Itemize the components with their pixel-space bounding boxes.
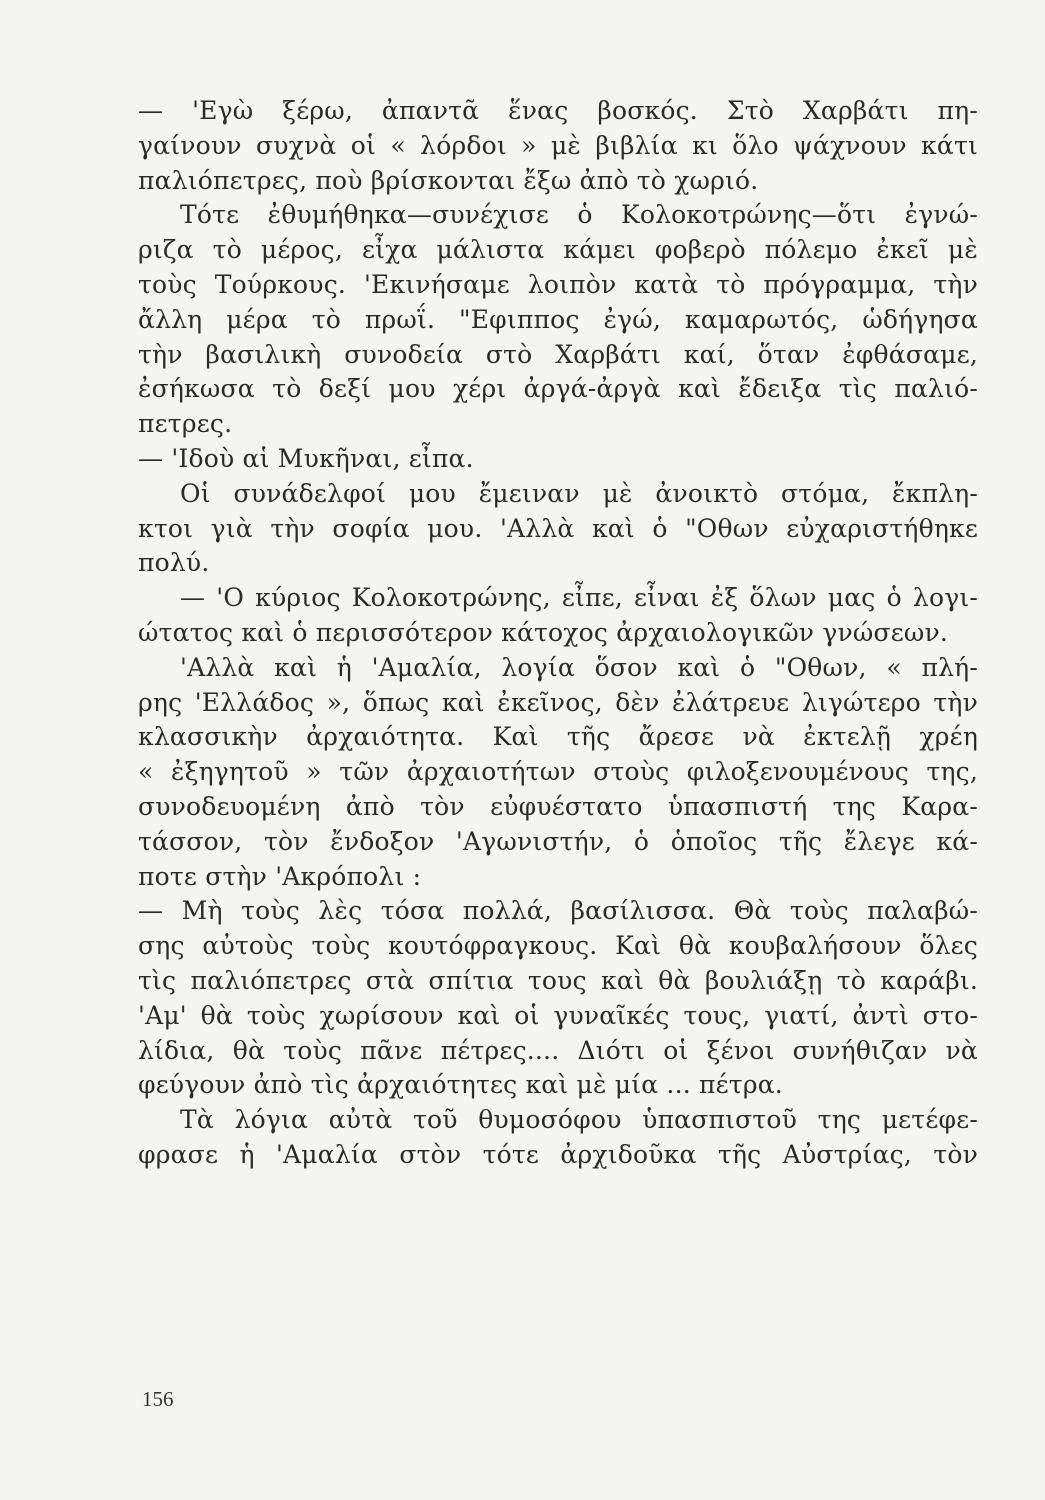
text-line: ριζα τὸ μέρος, εἶχα μάλιστα κάμει φοβερὸ πόλεμο ἐκεῖ μὲ [138,235,978,265]
text-line: Τὰ λόγια αὐτὰ τοῦ θυμοσόφου ὑπασπιστοῦ της μετέφε- [180,1105,978,1135]
text-line: — Μὴ τοὺς λὲς τόσα πολλά, βασίλισσα. Θὰ τοὺς παλαβώ- [138,896,978,926]
text-line: ἐσήκωσα τὸ δεξί μου χέρι ἀργά-ἀργὰ καὶ ἔδειξα τὶς παλιό- [138,374,978,404]
text-line: γαίνουν συχνὰ οἱ « λόρδοι » μὲ βιβλία κι ὅλο ψάχνουν κάτι [138,130,978,160]
text-line: τάσσον, τὸν ἔνδοξον 'Αγωνιστήν, ὁ ὁποῖος τῆς ἔλεγε κά- [138,826,978,856]
text-line: κτοι γιὰ τὴν σοφία μου. 'Αλλὰ καὶ ὁ "Οθων εὐχαριστήθηκε [138,513,978,543]
text-line: σης αὐτοὺς τοὺς κουτόφραγκους. Καὶ θὰ κουβαλήσουν ὅλες [138,931,978,961]
text-line: Τότε ἐθυμήθηκα—συνέχισε ὁ Κολοκοτρώνης—ὅτι ἐγνώ- [180,200,978,230]
text-line: ποτε στὴν 'Ακρόπολι : [138,861,422,891]
text-line: Οἱ συνάδελφοί μου ἔμειναν μὲ ἀνοικτὸ στόμα, ἔκπλη- [180,478,978,508]
text-line: ώτατος καὶ ὁ περισσότερον κάτοχος ἀρχαιολογικῶν γνώσεων. [138,617,948,647]
body-text [138,94,978,1173]
text-line: κλασσικὴν ἀρχαιότητα. Καὶ τῆς ἄρεσε νὰ ἐκτελῇ χρέη [138,722,978,752]
text-line: — 'Ιδοὺ αἱ Μυκῆναι, εἶπα. [138,443,474,473]
text-line: φεύγουν ἀπὸ τὶς ἀρχαιότητες καὶ μὲ μία ... πέτρα. [138,1070,783,1100]
text-line: — 'Ο κύριος Κολοκοτρώνης, εἶπε, εἶναι ἐξ ὅλων μας ὁ λογι- [180,583,978,613]
page-number: 156 [142,1387,174,1411]
text-line: παλιόπετρες, ποὺ βρίσκονται ἔξω ἀπὸ τὸ χωριό. [138,165,759,195]
text-line: πετρες. [138,409,233,439]
text-line: φρασε ἡ 'Αμαλία στὸν τότε ἀρχιδοῦκα τῆς Αὐστρίας, τὸν [138,1139,978,1169]
text-line: 'Αμ' θὰ τοὺς χωρίσουν καὶ οἱ γυναῖκές τους, γιατί, ἀντὶ στο- [138,1000,978,1030]
text-line: τὶς παλιόπετρες στὰ σπίτια τους καὶ θὰ βουλιάξῃ τὸ καράβι. [138,965,978,995]
text-line: τὴν βασιλικὴ συνοδεία στὸ Χαρβάτι καί, ὅταν ἐφθάσαμε, [138,339,978,369]
text-line: ἄλλη μέρα τὸ πρωΐ. "Εφιππος ἐγώ, καμαρωτός, ὡδήγησα [138,304,978,334]
text-line: συνοδευομένη ἀπὸ τὸν εὐφυέστατο ὑπασπιστή της Καρα- [138,791,978,821]
text-line: λίδια, θὰ τοὺς πᾶνε πέτρες.... Διότι οἱ ξένοι συνήθιζαν νὰ [138,1035,978,1065]
text-line: « ἐξηγητοῦ » τῶν ἀρχαιοτήτων στοὺς φιλοξενουμένους της, [138,757,978,787]
text-line: πολύ. [138,548,210,578]
text-line: ρης 'Ελλάδος », ὅπως καὶ ἐκεῖνος, δὲν ἐλάτρευε λιγώτερο τὴν [138,687,978,717]
text-line: 'Αλλὰ καὶ ἡ 'Αμαλία, λογία ὅσον καὶ ὁ "Οθων, « πλή- [180,652,978,682]
text-line: — 'Εγὼ ξέρω, ἀπαντᾶ ἕνας βοσκός. Στὸ Χαρβάτι πη- [138,96,978,125]
text-line: τοὺς Τούρκους. 'Εκινήσαμε λοιπὸν κατὰ τὸ πρόγραμμα, τὴν [138,269,978,299]
